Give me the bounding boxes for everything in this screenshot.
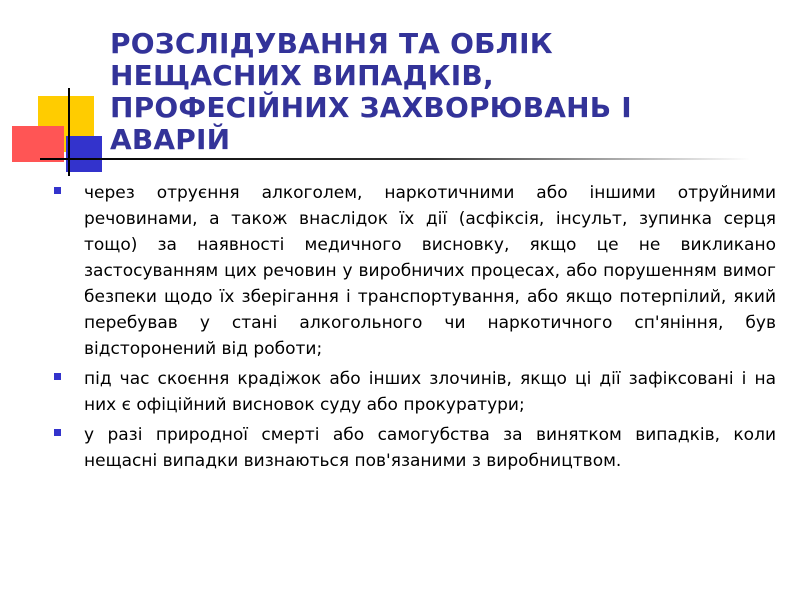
- title-underline: [40, 158, 750, 160]
- bullet-list: [54, 180, 776, 478]
- bullet-square-icon: [54, 373, 61, 380]
- logo-red-square: [12, 126, 64, 162]
- logo-vertical-line: [68, 88, 70, 176]
- bullet-item: [54, 180, 776, 362]
- bullet-text: у разі природної смерті або самогубства за винятком випадків, коли нещасні випадки визнаються пов'язаними з виробництвом.: [84, 425, 776, 471]
- logo-blue-square: [66, 136, 102, 172]
- title-line-4: АВАРІЙ: [110, 123, 231, 156]
- title-line-2: НЕЩАСНИХ ВИПАДКІВ,: [110, 59, 494, 92]
- bullet-square-icon: [54, 187, 61, 194]
- bullet-text: через отруєння алкоголем, наркотичними або іншими отруйними речовинами, а також внаслідок їх дії (асфіксія, інсульт, зупинка серця тощо) за наявності медичного висновку, якщо це не викликано застосуванням цих речовин у виробничих процесах, або порушенням вимог безпеки щодо їх зберігання і транспортування, або якщо потерпілий, який перебував у стані алкогольного чи наркотичного сп'яніння, був відсторонений від роботи;: [84, 183, 776, 359]
- bullet-item: [54, 366, 776, 418]
- title-line-3: ПРОФЕСІЙНИХ ЗАХВОРЮВАНЬ І: [110, 91, 632, 124]
- bullet-text: під час скоєння крадіжок або інших злочинів, якщо ці дії зафіксовані і на них є офіційний висновок суду або прокуратури;: [84, 369, 776, 415]
- title-line-1: РОЗСЛІДУВАННЯ ТА ОБЛІК: [110, 28, 553, 60]
- bullet-square-icon: [54, 429, 61, 436]
- bullet-item: [54, 422, 776, 474]
- slide-title: [110, 28, 770, 156]
